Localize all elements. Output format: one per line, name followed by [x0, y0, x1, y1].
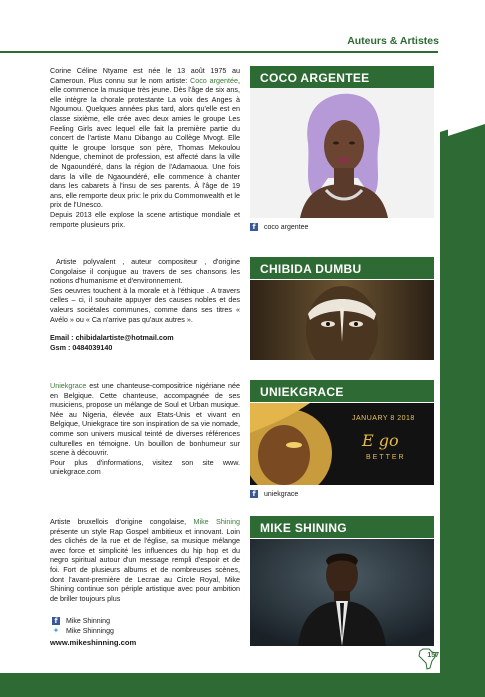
social-handle: Mike Shinningg — [66, 627, 114, 635]
bio-text: Artiste bruxellois d'origine congolaise, — [50, 517, 194, 526]
facebook-link[interactable] — [52, 617, 110, 625]
page-number: 157 — [427, 652, 439, 659]
social-handle: Mike Shinning — [66, 617, 110, 625]
email-line[interactable]: Email : chibidalartiste@hotmail.com — [50, 333, 174, 343]
bio-text: est une chanteuse-compositrice nigériane née en Belgique. Cette chanteuse, accompagnée de ses musiciens, propose un mélange de Soul et Urban musique. Née au Nigeria, élevée aux Etats-Unis et vivant en Belgique, Uniekgrace tire son inspiration de sa vie nomade, comme son univers musical teinté de diverses références culturelles en témoigne. Un bouillon de bonhumeur sur scene à découvrir. — [50, 381, 240, 458]
bio-text: , elle commence la musique très jeune. Dès l'âge de six ans, elle intègre la chorale protestante La voix des Anges à Ngoumou. Quelques années plus tard, alors qu'elle est en classe sixième, elle crée avec deux amies le groupe Les Feeling Girls avec lequel elle fait la première partie du concert de l'artiste Manu Dibango au Collège Mvogt. Elle quitte le groupe lorsque son père, Thomas Mekoulou Ndengue, cheminot de profession, est affecté dans la ville de Ngaoundéré, dans la région de l'Adamaoua. Une fois dans la ville de Ngaoundéré, elle commence à chanter dans les cabarets à l'insu de ses parents. À l'âge de 19 ans, elle remporte deux prix: le prix du Commonwealth et le prix de l'Unesco. — [50, 75, 240, 210]
poster-title: E go — [362, 431, 399, 450]
facebook-link[interactable] — [250, 223, 308, 231]
artist-name-link: Mike Shining — [193, 517, 240, 526]
bio-text: présente un style Rap Gospel ambitieux et innovant. Loin des clichés de la rue et de l'église, sa musique mélange avec force et simplicité les influences du hip hop et du negro spiritual autour d'un message rempli d'espoir et de foi. Fort de plusieurs albums et de nombreuses scènes, dont l'avant-première de Lecrae au Circle Royal, Mike Shining continue son périple artistique avec pour ambition de briller toujours plus — [50, 526, 240, 603]
gsm-line: Gsm : 0484039140 — [50, 342, 113, 352]
bio-paragraph: Ses oeuvres touchent à la morale et à l'éthique . A travers celles – ci, il souhaite appuyer des causes nobles et des valeurs sociétales communes, comme dans ses titres « Avélo » ou « Ca n'arrive pas qu'aux autres ». — [50, 285, 240, 324]
coco-argentee-bio — [50, 66, 240, 229]
facebook-icon: f — [250, 223, 258, 231]
bio-paragraph: Pour plus d'informations, visitez son site www. uniekgrace.com — [50, 457, 240, 477]
social-handle: coco argentee — [264, 223, 309, 231]
mike-shining-photo — [250, 539, 434, 646]
facebook-icon: f — [250, 490, 258, 498]
coco-argentee-photo — [250, 88, 434, 218]
website-link[interactable]: www.mikeshinning.com — [50, 638, 137, 647]
poster-date: JANUARY 8 2018 — [352, 415, 415, 422]
uniekgrace-bio — [50, 381, 240, 477]
facebook-icon: f — [52, 617, 60, 625]
mike-shining-bio — [50, 517, 240, 603]
twitter-link[interactable] — [52, 627, 114, 635]
footer-bar — [0, 673, 485, 697]
chibida-dumbu-bio — [50, 257, 240, 352]
poster-subtitle: BETTER — [366, 454, 406, 461]
artist-name-link: Uniekgrace — [50, 381, 87, 390]
banner-uniekgrace: UNIEKGRACE — [250, 380, 434, 402]
bio-paragraph: Artiste polyvalent , auteur compositeur , d'origine Congolaise il conjugue au travers de ses chansons les notions d'humanisme et d'environnement. — [50, 257, 240, 286]
header-rule — [0, 51, 438, 53]
section-title: Auteurs & Artistes — [347, 35, 439, 47]
banner-mike-shining: MIKE SHINING — [250, 516, 434, 538]
social-handle: uniekgrace — [264, 490, 299, 498]
chibida-dumbu-photo — [250, 280, 434, 360]
banner-chibida-dumbu: CHIBIDA DUMBU — [250, 257, 434, 279]
bio-paragraph: Depuis 2013 elle explose la scene artistique mondiale et remporte plusieurs prix. — [50, 209, 240, 229]
bio-text: Corine Céline Ntyame est née le 13 août 1975 au Cameroun. Plus connu sur le nom artiste: — [50, 66, 240, 85]
twitter-icon: ✦ — [52, 626, 60, 635]
artist-name-link: Coco argentée — [190, 75, 238, 85]
facebook-link[interactable] — [250, 490, 298, 498]
banner-coco-argentee: COCO ARGENTEE — [250, 66, 434, 88]
uniekgrace-poster — [250, 403, 434, 485]
